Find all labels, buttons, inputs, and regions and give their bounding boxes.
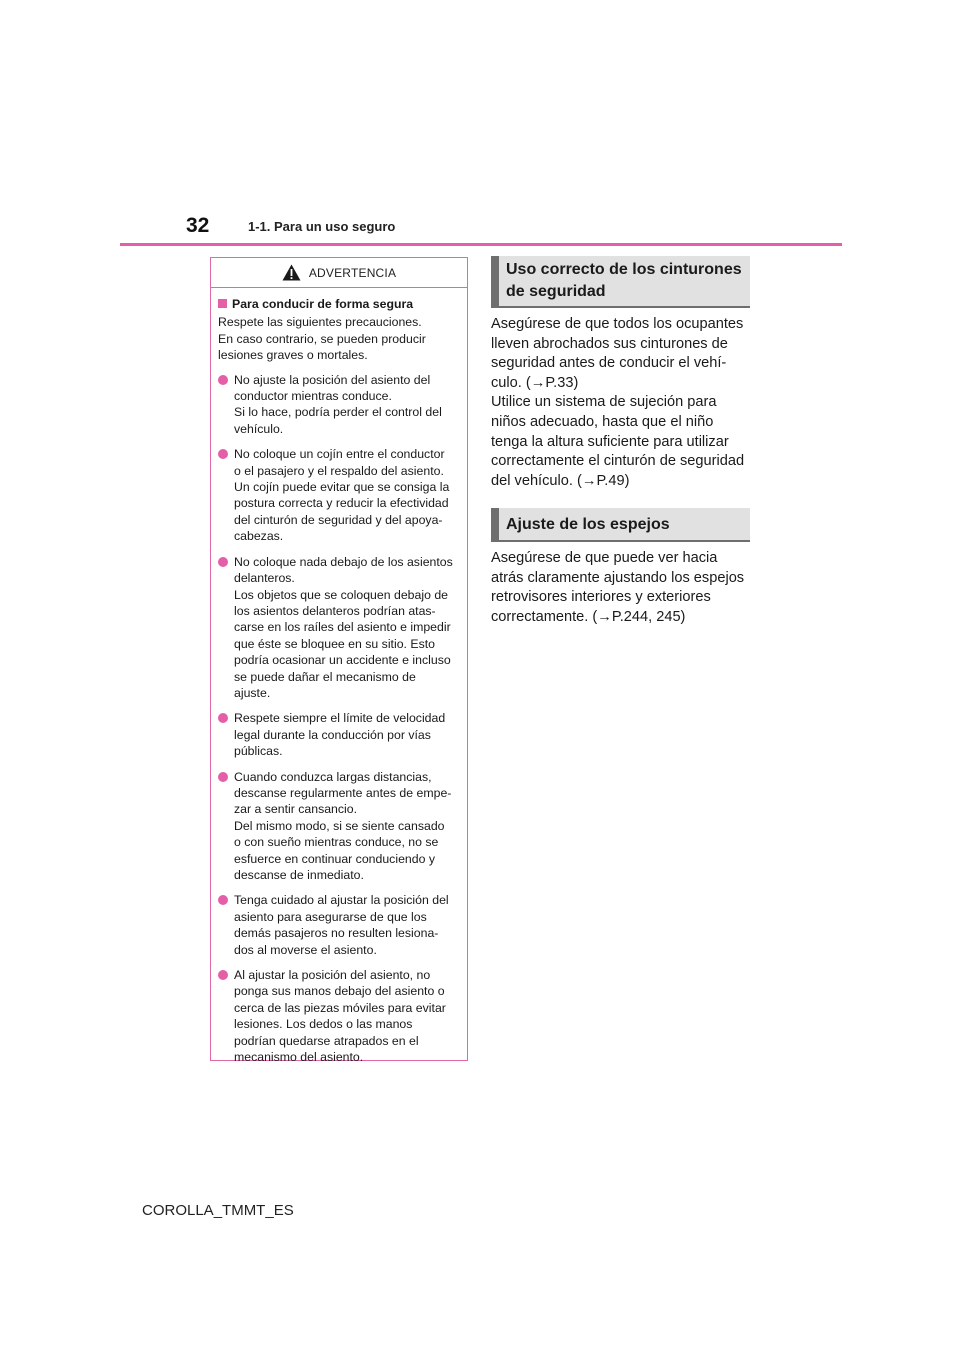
bullet-line: mecanismo del asiento. xyxy=(234,1050,364,1065)
bullet-line: públicas. xyxy=(234,744,283,759)
bullet-line: conductor mientras conduce. xyxy=(234,389,392,404)
warning-bullet xyxy=(218,372,459,438)
warning-label: ADVERTENCIA xyxy=(308,265,397,280)
paragraph-line: seguridad antes de conducir el vehí- xyxy=(491,355,727,372)
bullet-line: o el pasajero y el respaldo del asiento. xyxy=(234,463,444,478)
bullet-line: cabezas. xyxy=(234,529,284,544)
paragraph-line: tenga la altura suficiente para utilizar xyxy=(491,433,729,450)
bullet-line: Del mismo modo, si se siente cansado xyxy=(234,818,445,833)
bullet-line: delanteros. xyxy=(234,571,295,586)
square-bullet-icon xyxy=(218,299,227,308)
warning-bullet xyxy=(218,446,459,544)
bullet-line: legal durante la conducción por vías xyxy=(234,727,431,742)
warning-bullet xyxy=(218,554,459,702)
bullet-line: se puede dañar el mecanismo de xyxy=(234,669,416,684)
bullet-line: Cuando conduzca largas distancias, xyxy=(234,769,432,784)
paragraph-line: niños adecuado, hasta que el niño xyxy=(491,413,714,430)
warning-bullet-text xyxy=(234,710,459,759)
warning-bullet-list xyxy=(218,372,459,1066)
paragraph-line: atrás claramente ajustando los espejos xyxy=(491,569,745,586)
warning-bullet-text xyxy=(234,554,459,702)
bullet-line: postura correcta y reducir la efectividad xyxy=(234,496,449,511)
warning-header xyxy=(211,258,467,288)
warning-bullet-text xyxy=(234,372,459,438)
document-code: COROLLA_TMMT_ES xyxy=(142,1202,294,1219)
warning-bullet-text xyxy=(234,892,459,958)
warning-triangle-icon xyxy=(282,264,301,281)
paragraph-line: del vehículo. (→P.49) xyxy=(491,472,630,489)
page-number: 32 xyxy=(186,214,210,237)
section-title: 1-1. Para un uso seguro xyxy=(248,219,396,234)
round-bullet-icon xyxy=(218,713,228,723)
bullet-line: podrían quedarse atrapados en el xyxy=(234,1033,419,1048)
bullet-line: No ajuste la posición del asiento del xyxy=(234,372,431,387)
bullet-line: carse en los raíles del asiento e impedir xyxy=(234,620,451,635)
bullet-line: esfuerce en continuar conduciendo y xyxy=(234,851,435,866)
bullet-line: Al ajustar la posición del asiento, no xyxy=(234,968,431,983)
bullet-line: descanse de inmediato. xyxy=(234,868,364,882)
bullet-line: lesiones. Los dedos o las manos xyxy=(234,1017,413,1032)
round-bullet-icon xyxy=(218,375,228,385)
bullet-line: Respete siempre el límite de velocidad xyxy=(234,711,446,726)
paragraph-line: culo. (→P.33) xyxy=(491,374,579,391)
bullet-line: ponga sus manos debajo del asiento o xyxy=(234,984,445,999)
section-heading-seatbelts xyxy=(491,256,750,308)
section-heading-mirrors xyxy=(491,508,750,542)
warning-bullet xyxy=(218,710,459,759)
warning-bullet xyxy=(218,892,459,958)
paragraph-line: Asegúrese de que todos los ocupantes xyxy=(491,316,744,332)
header-rule xyxy=(120,243,842,246)
round-bullet-icon xyxy=(218,557,228,567)
bullet-line: demás pasajeros no resulten lesiona- xyxy=(234,926,439,941)
round-bullet-icon xyxy=(218,772,228,782)
heading-line: Ajuste de los espejos xyxy=(506,516,670,533)
warning-box xyxy=(210,257,468,1065)
bullet-line: del cinturón de seguridad y del apoya- xyxy=(234,512,443,527)
seatbelts-paragraph xyxy=(491,315,753,491)
warning-intro-line: En caso contrario, se pueden producir xyxy=(218,331,426,346)
warning-bullet-text xyxy=(234,769,459,884)
bullet-line: Los objetos que se coloquen debajo de xyxy=(234,587,449,602)
bullet-line: o con sueño mientras conduce, no se xyxy=(234,835,439,850)
bullet-line: podría ocasionar un accidente e incluso xyxy=(234,653,451,668)
warning-intro-line: lesiones graves o mortales. xyxy=(218,348,368,363)
warning-bullet xyxy=(218,769,459,884)
heading-line: de seguridad xyxy=(506,283,606,300)
bullet-line: No coloque nada debajo de los asientos xyxy=(234,554,453,569)
bullet-line: zar a sentir cansancio. xyxy=(234,802,358,817)
warning-bullet-text xyxy=(234,446,459,544)
bullet-line: Un cojín puede evitar que se consiga la xyxy=(234,480,450,495)
paragraph-line: lleven abrochados sus cinturones de xyxy=(491,335,728,352)
paragraph-line: retrovisores interiores y exteriores xyxy=(491,589,711,606)
bullet-line: descanse regularmente antes de empe- xyxy=(234,785,452,800)
bullet-line: los asientos delanteros podrían atas- xyxy=(234,603,436,618)
mirrors-paragraph xyxy=(491,549,753,627)
paragraph-line: correctamente. (→P.244, 245) xyxy=(491,608,686,625)
warning-subheading: Para conducir de forma segura xyxy=(218,296,459,312)
round-bullet-icon xyxy=(218,895,228,905)
warning-bullet xyxy=(218,967,459,1065)
warning-intro xyxy=(218,314,459,363)
bullet-line: ajuste. xyxy=(234,685,271,700)
bullet-line: Si lo hace, podría perder el control del xyxy=(234,405,442,420)
warning-body xyxy=(211,288,467,1065)
warning-bullet-text xyxy=(234,967,459,1065)
bullet-line: asiento para asegurarse de que los xyxy=(234,909,427,924)
paragraph-line: Asegúrese de que puede ver hacia xyxy=(491,550,718,566)
warning-intro-line: Respete las siguientes precauciones. xyxy=(218,315,422,330)
bullet-line: que éste se bloquee en su sitio. Esto xyxy=(234,636,435,651)
round-bullet-icon xyxy=(218,449,228,459)
bullet-line: No coloque un cojín entre el conductor xyxy=(234,447,445,462)
bullet-line: cerca de las piezas móviles para evitar xyxy=(234,1000,446,1015)
paragraph-line: Utilice un sistema de sujeción para xyxy=(491,394,717,411)
bullet-line: vehículo. xyxy=(234,421,284,436)
round-bullet-icon xyxy=(218,970,228,980)
bullet-line: dos al moverse el asiento. xyxy=(234,942,377,957)
bullet-line: Tenga cuidado al ajustar la posición del xyxy=(234,893,449,908)
paragraph-line: correctamente el cinturón de seguridad xyxy=(491,453,745,470)
heading-line: Uso correcto de los cinturones xyxy=(506,261,742,278)
